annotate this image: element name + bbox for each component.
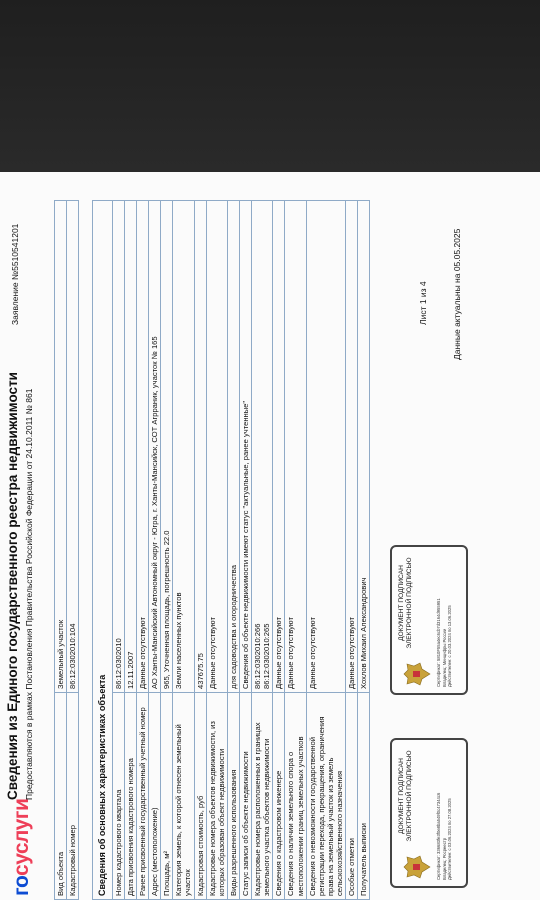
row-value: 965, Уточненная площадь, погрешность 22.0 <box>161 201 173 693</box>
document-subtitle: Предоставляются в рамках Постановления Правительства Российской Федерации от 24.10.2011 № 861 <box>24 388 34 800</box>
signature-stamp <box>390 738 468 888</box>
stamp-owner: Владелец: Росреестр <box>441 837 447 880</box>
row-value: Данные отсутствуют <box>273 201 285 693</box>
table-row <box>206 201 227 900</box>
characteristics-table <box>92 200 370 900</box>
table-row <box>227 201 239 900</box>
row-label: Получатель выписки <box>358 693 370 900</box>
emblem-icon <box>402 661 432 687</box>
stamp-title: ДОКУМЕНТ ПОДПИСАН ЭЛЕКТРОННОЙ ПОДПИСЬЮ <box>398 557 413 649</box>
row-label: Категория земель, к которой отнесен земельный участок <box>173 693 194 900</box>
table-row <box>240 201 252 900</box>
table-row <box>137 201 149 900</box>
row-value: Хохлов Михаил Александрович <box>358 201 370 693</box>
row-value: Данные отсутствуют <box>346 201 358 693</box>
row-label: Виды разрешенного использования <box>227 693 239 900</box>
row-label: Кадастровый номер <box>67 693 79 900</box>
row-value: АО Ханты-Мансийский Автономный округ - Югра, г. Ханты-Мансийск, СОТ Агрраник, участок № 165 <box>149 201 161 693</box>
gosuslugi-logo <box>10 799 34 896</box>
table-row <box>273 201 285 900</box>
emblem-icon <box>402 854 432 880</box>
stamp-valid: Действителен: с 20.03.2024 по 13.06.2025 <box>447 605 453 687</box>
row-label: Сведения о кадастровом инженере <box>273 693 285 900</box>
row-label: Площадь, м² <box>161 693 173 900</box>
table-row <box>161 201 173 900</box>
stamp-owner: Владелец: Минцифры России <box>441 628 447 687</box>
table-header-row <box>93 201 113 900</box>
table-row <box>306 201 345 900</box>
table-row <box>149 201 161 900</box>
document-title: Сведения из Единого государственного реестра недвижимости <box>5 372 20 800</box>
row-label: Вид объекта <box>55 693 67 900</box>
characteristics-rows <box>112 201 370 900</box>
stamp-details <box>436 793 453 880</box>
stamp-certificate: Сертификат: 336683fe3f0e8ba549f0c47344c6 <box>436 792 441 880</box>
table-row <box>346 201 358 900</box>
row-label: Кадастровые номера объектов недвижимости, из которых образован объект недвижимости <box>206 693 227 900</box>
row-value: Земельный участок <box>55 201 67 693</box>
object-info-table <box>54 200 79 900</box>
row-label: Особые отметки <box>346 693 358 900</box>
row-label: Сведения о наличии земельного спора о местоположении границ земельных участков <box>285 693 306 900</box>
stamp-valid: Действителен: с 03.06.2024 по 27.08.2025 <box>447 798 453 880</box>
row-value: Данные отсутствуют <box>285 201 306 693</box>
table-row <box>252 201 273 900</box>
row-value: 437675.75 <box>194 201 206 693</box>
row-value: Данные отсутствуют <box>206 201 227 693</box>
row-label: Номер кадастрового квартала <box>112 693 124 900</box>
row-value: Данные отсутствуют <box>137 201 149 693</box>
signature-stamp <box>390 545 468 695</box>
stamp-title: ДОКУМЕНТ ПОДПИСАН ЭЛЕКТРОННОЙ ПОДПИСЬЮ <box>398 750 413 842</box>
table-row <box>194 201 206 900</box>
table-row <box>55 201 67 900</box>
stamp-details <box>436 598 453 687</box>
document-photo <box>0 172 540 900</box>
row-value: Земли населенных пунктов <box>173 201 194 693</box>
actual-date: Данные актуальны на 05.05.2025 <box>452 228 462 360</box>
stamp-certificate: Сертификат: 5810F55a4ec6cb7d3164d955951 <box>436 598 441 687</box>
row-label: Кадастровые номера расположенных в границах земельного участка объектов недвижимости <box>252 693 273 900</box>
row-label: Ранее присвоенный государственный учетный номер <box>137 693 149 900</box>
row-label: Кадастровая стоимость, руб <box>194 693 206 900</box>
section-header: Сведения об основных характеристиках объекта <box>93 201 113 900</box>
row-value: для садоводства и огородничества <box>227 201 239 693</box>
table-row <box>173 201 194 900</box>
sheet-number: Лист 1 из 4 <box>418 281 428 325</box>
table-row <box>112 201 124 900</box>
dark-background <box>0 0 540 172</box>
logo-part-2: суслуги <box>10 798 33 876</box>
table-row <box>285 201 306 900</box>
row-value: 86:12:0302010 <box>112 201 124 693</box>
row-value: 86:12:0302010:104 <box>67 201 79 693</box>
row-value: Сведения об объекте недвижимости имеют статус "актуальные, ранее учтенные" <box>240 201 252 693</box>
logo-part-1: го <box>10 875 33 896</box>
statement-number: Заявление №5510541201 <box>10 223 20 325</box>
row-label: Статус записи об объекте недвижимости <box>240 693 252 900</box>
table-row <box>67 201 79 900</box>
row-label: Дата присвоения кадастрового номера <box>124 693 136 900</box>
row-value: 12.11.2007 <box>124 201 136 693</box>
table-row <box>358 201 370 900</box>
row-label: Сведения о невозможности государственной регистрации перехода, прекращения, ограничения права на земельный участок из земель сельскохозяйственного назначения <box>306 693 345 900</box>
row-label: Адрес (местоположение) <box>149 693 161 900</box>
document-page <box>0 172 540 900</box>
row-value: Данные отсутствуют <box>306 201 345 693</box>
row-value: 86:12:0302010:266 86:12:0302010:265 <box>252 201 273 693</box>
table-row <box>124 201 136 900</box>
